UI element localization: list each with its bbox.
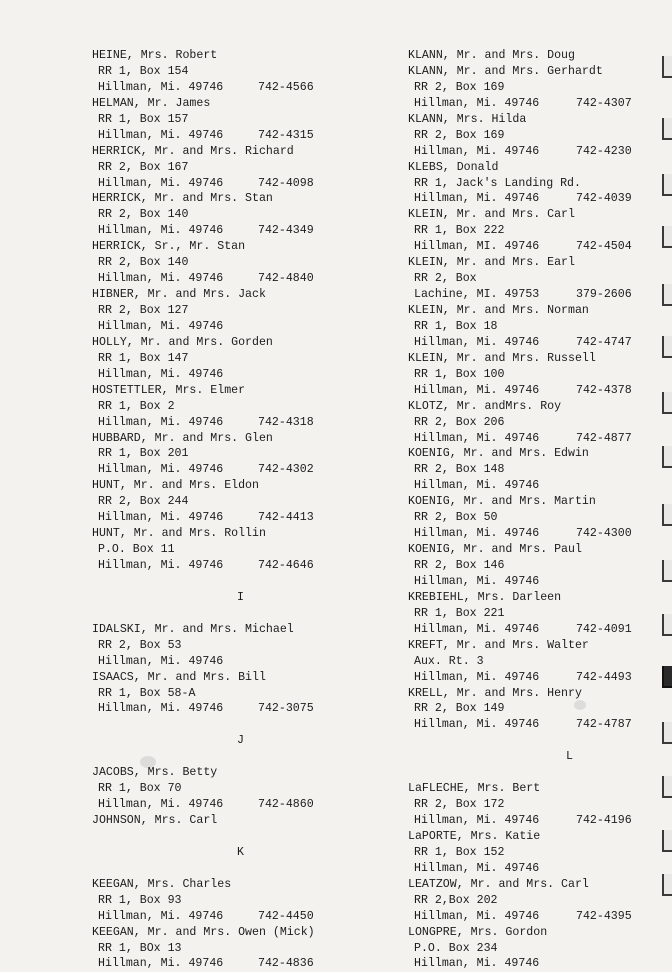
entry-text: RR 2, Box 172 <box>414 798 505 812</box>
entry-text: KOENIG, Mr. and Mrs. Edwin <box>408 447 589 461</box>
entry-text: HUNT, Mr. and Mrs. Rollin <box>92 527 266 541</box>
entry-text: Hillman, Mi. 49746 <box>98 367 224 381</box>
entry-address <box>92 941 377 957</box>
entry-text: HUNT, Mr. and Mrs. Eldon <box>92 479 259 493</box>
entry-name <box>408 255 654 271</box>
entry-text: HERRICK, Mr. and Mrs. Richard <box>92 144 294 158</box>
entry-address <box>408 510 654 526</box>
entry-city <box>408 717 654 733</box>
entry-address <box>408 319 654 335</box>
entry-phone: 742-4877 <box>576 431 632 445</box>
entry-text: RR 2, Box <box>414 272 477 286</box>
entry-address <box>408 893 654 909</box>
entry-city <box>408 335 654 351</box>
entry-text: RR 2, Box 148 <box>414 463 505 477</box>
entry-address <box>92 446 377 462</box>
entry-text: RR 1, Box 93 <box>98 893 182 907</box>
entry-city <box>408 96 654 112</box>
entry-city <box>92 176 377 192</box>
entry-text: RR 1, BOx 13 <box>98 941 182 955</box>
entry-phone: 742-4566 <box>258 80 314 94</box>
entry-text: Hillman, Mi. 49746 <box>98 176 224 190</box>
entry-text: Hillman, Mi. 49746 <box>414 431 540 445</box>
spacer <box>92 717 377 733</box>
section-letter-text: K <box>237 845 244 859</box>
section-letter-text: L <box>566 750 573 764</box>
index-tab-current <box>662 666 672 688</box>
entry-phone: 742-4196 <box>576 814 632 827</box>
entry-address <box>92 351 377 367</box>
entry-name <box>408 686 654 702</box>
entry-address <box>408 223 654 239</box>
index-tab <box>662 56 672 78</box>
entry-name <box>408 829 654 845</box>
entry-address <box>92 64 377 80</box>
entry-phone: 742-4836 <box>258 957 314 971</box>
entry-text: Hillman, Mi. 49746 <box>98 957 224 971</box>
entry-text: HERRICK, Mr. and Mrs. Stan <box>92 192 273 206</box>
entry-city <box>408 144 654 160</box>
entry-text: RR 2, Box 169 <box>414 128 505 142</box>
entry-name <box>92 144 377 160</box>
entry-city <box>92 558 377 574</box>
entry-text: Hillman, Mi. 49746 <box>414 814 540 827</box>
entry-city <box>92 80 377 96</box>
entry-name <box>92 478 377 494</box>
entry-text: Hillman, Mi. 49746 <box>98 224 224 238</box>
spacer <box>92 606 377 622</box>
entry-name <box>92 287 377 303</box>
entry-city <box>92 415 377 431</box>
entry-text: P.O. Box 234 <box>414 941 498 955</box>
entry-text: JACOBS, Mrs. Betty <box>92 766 218 780</box>
entry-text: KLEIN, Mr. and Mrs. Carl <box>408 208 575 222</box>
entry-phone: 742-4840 <box>258 272 314 286</box>
entry-city <box>408 526 654 542</box>
entry-phone: 742-4098 <box>258 176 314 190</box>
entry-address <box>92 399 377 415</box>
index-tab <box>662 776 672 798</box>
index-tab <box>662 874 672 896</box>
section-letter <box>92 733 377 749</box>
entry-city <box>92 797 377 813</box>
entry-name <box>408 590 654 606</box>
entry-text: KEEGAN, Mrs. Charles <box>92 877 232 891</box>
entry-name <box>92 335 377 351</box>
entry-text: RR 1, Box 157 <box>98 112 189 126</box>
entry-name <box>92 925 377 941</box>
entry-name <box>408 877 654 893</box>
entry-text: Hillman, Mi. 49746 <box>98 559 224 572</box>
entry-text: KLEIN, Mr. and Mrs. Russell <box>408 351 596 365</box>
index-tab <box>662 446 672 468</box>
entry-text: Hillman, Mi. 49746 <box>98 272 224 286</box>
entry-name <box>92 765 377 781</box>
entry-phone: 742-4378 <box>576 383 632 397</box>
entry-city <box>92 367 377 383</box>
entry-text: HOSTETTLER, Mrs. Elmer <box>92 383 246 397</box>
entry-name <box>92 877 377 893</box>
entry-address <box>92 781 377 797</box>
entry-text: RR 1, Box 18 <box>414 319 498 333</box>
entry-text: HERRICK, Sr., Mr. Stan <box>92 240 246 254</box>
entry-name <box>92 813 377 829</box>
entry-text: HELMAN, Mr. James <box>92 96 211 110</box>
entry-city <box>408 574 654 590</box>
entry-text: RR 2,Box 202 <box>414 893 498 907</box>
paper-smudge <box>140 756 156 768</box>
entry-address <box>92 255 377 271</box>
entry-address <box>408 80 654 96</box>
entry-text: RR 1, Box 70 <box>98 782 182 796</box>
entry-text: Hillman, Mi. 49746 <box>414 670 540 684</box>
entry-city <box>92 909 377 925</box>
entry-city <box>92 128 377 144</box>
entry-text: RR 1, Box 58-A <box>98 686 196 700</box>
index-tab <box>662 504 672 526</box>
entry-name <box>408 781 654 797</box>
entry-text: Hillman, Mi. 49746 <box>414 957 540 971</box>
entry-text: Hillman, Mi. 49746 <box>98 798 224 812</box>
entry-text: RR 1, Jack's Landing Rd. <box>414 176 581 190</box>
left-column <box>92 48 377 972</box>
entry-address <box>408 176 654 192</box>
section-letter <box>408 749 654 765</box>
entry-text: KLANN, Mr. and Mrs. Gerhardt <box>408 64 603 78</box>
entry-text: Hillman, Mi. 49746 <box>414 144 540 158</box>
entry-name <box>408 303 654 319</box>
index-tab <box>662 392 672 414</box>
entry-name <box>92 670 377 686</box>
entry-phone: 742-4395 <box>576 909 632 923</box>
entry-text: Hillman, Mi. 49746 <box>98 511 224 525</box>
entry-city <box>92 510 377 526</box>
entry-address <box>408 797 654 813</box>
entry-text: HIBNER, Mr. and Mrs. Jack <box>92 288 266 302</box>
entry-text: Lachine, MI. 49753 <box>414 288 540 302</box>
paper-smudge <box>574 700 586 710</box>
entry-text: JOHNSON, Mrs. Carl <box>92 814 218 827</box>
entry-city <box>408 622 654 638</box>
entry-name <box>408 542 654 558</box>
entry-text: KLEIN, Mr. and Mrs. Norman <box>408 304 589 317</box>
entry-phone: 742-4315 <box>258 128 314 142</box>
entry-text: Hillman, MI. 49746 <box>414 240 540 254</box>
entry-text: RR 1, Box 152 <box>414 845 505 859</box>
entry-text: RR 2, Box 140 <box>98 208 189 222</box>
entry-name <box>92 239 377 255</box>
index-tab <box>662 174 672 196</box>
entry-text: Hillman, Mi. 49746 <box>414 909 540 923</box>
entry-name <box>92 526 377 542</box>
entry-text: RR 2, Box 149 <box>414 702 505 716</box>
entry-text: RR 2, Box 206 <box>414 415 505 429</box>
entry-text: Hillman, Mi. 49746 <box>98 128 224 142</box>
entry-text: LONGPRE, Mrs. Gordon <box>408 925 548 939</box>
entry-text: ISAACS, Mr. and Mrs. Bill <box>92 670 266 684</box>
entry-city <box>408 431 654 447</box>
entry-text: Hillman, Mi. 49746 <box>98 463 224 477</box>
entry-name <box>408 446 654 462</box>
entry-phone: 742-3075 <box>258 702 314 716</box>
spacer <box>408 765 654 781</box>
entry-address <box>408 654 654 670</box>
entry-text: HUBBARD, Mr. and Mrs. Glen <box>92 431 273 445</box>
entry-name <box>408 925 654 941</box>
entry-address <box>92 207 377 223</box>
entry-text: Hillman, Mi. 49746 <box>414 96 540 110</box>
entry-address <box>92 303 377 319</box>
entry-text: RR 2, Box 169 <box>414 80 505 94</box>
entry-text: RR 1, Box 154 <box>98 64 189 78</box>
index-tab <box>662 722 672 744</box>
entry-name <box>408 48 654 64</box>
entry-text: Hillman, Mi. 49746 <box>414 861 540 875</box>
entry-address <box>408 845 654 861</box>
entry-text: IDALSKI, Mr. and Mrs. Michael <box>92 622 294 636</box>
entry-text: RR 2, Box 167 <box>98 160 189 174</box>
entry-text: Hillman, Mi. 49746 <box>98 654 224 668</box>
entry-phone: 742-4039 <box>576 192 632 206</box>
entry-address <box>92 638 377 654</box>
entry-text: KEEGAN, Mr. and Mrs. Owen (Mick) <box>92 925 315 939</box>
entry-city <box>92 223 377 239</box>
entry-address <box>408 271 654 287</box>
section-letter-text: J <box>237 734 244 748</box>
entry-name <box>408 351 654 367</box>
entry-address <box>92 893 377 909</box>
index-tab <box>662 830 672 852</box>
entry-address <box>408 128 654 144</box>
entry-address <box>92 686 377 702</box>
entry-text: Hillman, Mi. 49746 <box>414 622 540 636</box>
entry-city <box>408 813 654 829</box>
entry-text: RR 2, Box 244 <box>98 495 189 509</box>
entry-city <box>408 239 654 255</box>
entry-phone: 742-4318 <box>258 415 314 429</box>
entry-text: Hillman, Mi. 49746 <box>414 527 540 541</box>
entry-name <box>408 160 654 176</box>
entry-name <box>408 207 654 223</box>
index-tab <box>662 560 672 582</box>
right-column <box>408 48 654 972</box>
index-tab <box>662 118 672 140</box>
spacer <box>92 749 377 765</box>
entry-text: Hillman, Mi. 49746 <box>98 80 224 94</box>
section-letter-text: I <box>237 590 244 604</box>
entry-address <box>408 941 654 957</box>
entry-text: Hillman, Mi. 49746 <box>98 319 224 333</box>
entry-text: RR 1, Box 222 <box>414 224 505 238</box>
entry-name <box>408 494 654 510</box>
entry-text: RR 1, Box 221 <box>414 606 505 620</box>
entry-phone: 742-4307 <box>576 96 632 110</box>
index-tab <box>662 226 672 248</box>
entry-name <box>92 191 377 207</box>
entry-text: KOENIG, Mr. and Mrs. Martin <box>408 495 596 509</box>
entry-city <box>92 319 377 335</box>
entry-city <box>408 909 654 925</box>
entry-phone: 742-4349 <box>258 224 314 238</box>
index-tab <box>662 336 672 358</box>
entry-text: RR 1, Box 147 <box>98 351 189 365</box>
entry-text: HOLLY, Mr. and Mrs. Gorden <box>92 335 273 349</box>
entry-text: KREBIEHL, Mrs. Darleen <box>408 590 562 604</box>
entry-name <box>408 399 654 415</box>
entry-address <box>408 367 654 383</box>
entry-text: Hillman, Mi. 49746 <box>98 909 224 923</box>
entry-text: RR 2, Box 50 <box>414 511 498 525</box>
section-letter <box>92 845 377 861</box>
entry-phone: 742-4504 <box>576 240 632 254</box>
entry-city <box>92 956 377 972</box>
entry-text: RR 2, Box 53 <box>98 638 182 652</box>
entry-city <box>408 191 654 207</box>
entry-phone: 742-4450 <box>258 909 314 923</box>
entry-name <box>408 112 654 128</box>
index-tab <box>662 284 672 306</box>
entry-text: KRELL, Mr. and Mrs. Henry <box>408 686 582 700</box>
section-letter <box>92 590 377 606</box>
entry-text: LaFLECHE, Mrs. Bert <box>408 782 541 796</box>
entry-name <box>92 48 377 64</box>
entry-name <box>92 96 377 112</box>
entry-text: KLANN, Mr. and Mrs. Doug <box>408 49 575 62</box>
entry-address <box>92 494 377 510</box>
spacer <box>92 861 377 877</box>
entry-phone: 742-4300 <box>576 527 632 541</box>
entry-text: RR 2, Box 146 <box>414 559 505 572</box>
entry-text: KOENIG, Mr. and Mrs. Paul <box>408 543 582 557</box>
entry-phone: 742-4413 <box>258 511 314 525</box>
entry-city <box>92 701 377 717</box>
spacer <box>92 829 377 845</box>
entry-phone: 742-4230 <box>576 144 632 158</box>
entry-text: RR 1, Box 100 <box>414 367 505 381</box>
entry-phone: 742-4747 <box>576 335 632 349</box>
entry-address <box>408 606 654 622</box>
entry-text: Hillman, Mi. 49746 <box>414 479 540 493</box>
entry-text: KLEBS, Donald <box>408 160 499 174</box>
entry-text: Hillman, Mi. 49746 <box>414 383 540 397</box>
entry-phone: 742-4860 <box>258 798 314 812</box>
entry-city <box>408 383 654 399</box>
entry-text: KLEIN, Mr. and Mrs. Earl <box>408 256 575 270</box>
entry-city <box>408 670 654 686</box>
index-tabs <box>662 0 672 900</box>
entry-text: Aux. Rt. 3 <box>414 654 484 668</box>
spacer <box>92 574 377 590</box>
entry-address <box>92 160 377 176</box>
entry-phone: 379-2606 <box>576 288 632 302</box>
entry-phone: 742-4787 <box>576 718 632 732</box>
entry-text: Hillman, Mi. 49746 <box>414 192 540 206</box>
entry-text: LEATZOW, Mr. and Mrs. Carl <box>408 877 589 891</box>
entry-text: RR 1, Box 2 <box>98 399 175 413</box>
entry-text: Hillman, Mi. 49746 <box>98 415 224 429</box>
entry-city <box>408 287 654 303</box>
entry-city <box>408 956 654 972</box>
entry-name <box>408 64 654 80</box>
entry-phone: 742-4493 <box>576 670 632 684</box>
entry-city <box>408 478 654 494</box>
entry-address <box>92 542 377 558</box>
entry-city <box>92 654 377 670</box>
entry-text: Hillman, Mi. 49746 <box>414 574 540 588</box>
entry-name <box>92 431 377 447</box>
index-tab <box>662 614 672 636</box>
entry-address <box>408 701 654 717</box>
entry-city <box>92 271 377 287</box>
entry-address <box>408 415 654 431</box>
entry-text: Hillman, Mi. 49746 <box>414 335 540 349</box>
entry-text: LaPORTE, Mrs. Katie <box>408 829 541 843</box>
entry-text: KLANN, Mrs. Hilda <box>408 112 527 126</box>
entry-text: HEINE, Mrs. Robert <box>92 49 218 62</box>
entry-text: RR 2, Box 140 <box>98 256 189 270</box>
entry-phone: 742-4646 <box>258 559 314 572</box>
entry-text: P.O. Box 11 <box>98 543 175 557</box>
entry-name <box>92 383 377 399</box>
entry-text: RR 1, Box 201 <box>98 447 189 461</box>
entry-address <box>408 462 654 478</box>
entry-phone: 742-4091 <box>576 622 632 636</box>
entry-text: Hillman, Mi. 49746 <box>414 718 540 732</box>
entry-text: RR 2, Box 127 <box>98 304 189 317</box>
entry-city <box>408 861 654 877</box>
entry-phone: 742-4302 <box>258 463 314 477</box>
entry-address <box>92 112 377 128</box>
entry-text: KLOTZ, Mr. andMrs. Roy <box>408 399 562 413</box>
spacer <box>408 733 654 749</box>
entry-name <box>408 638 654 654</box>
entry-text: KREFT, Mr. and Mrs. Walter <box>408 638 589 652</box>
entry-text: Hillman, Mi. 49746 <box>98 702 224 716</box>
entry-address <box>408 558 654 574</box>
entry-city <box>92 462 377 478</box>
entry-name <box>92 622 377 638</box>
